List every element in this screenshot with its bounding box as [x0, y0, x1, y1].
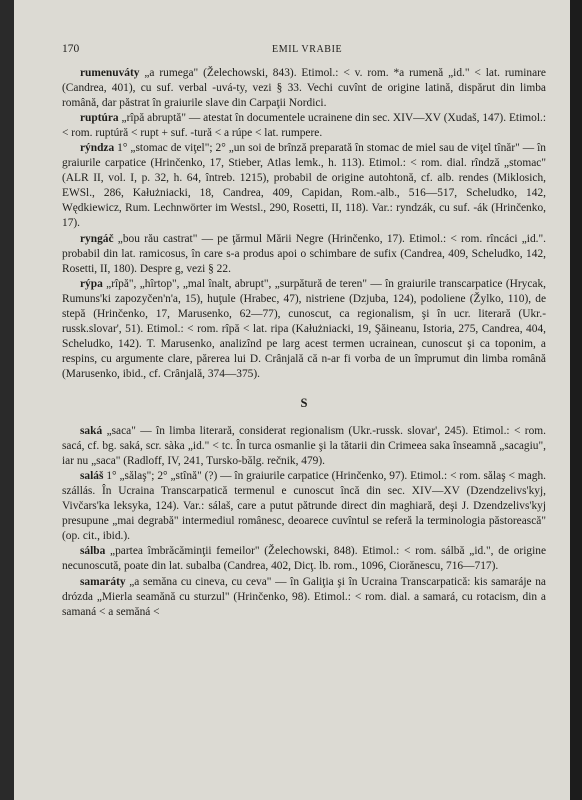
- headword: rumenuváty: [80, 67, 140, 79]
- entry-text: „a semăna cu cineva, cu ceva" — în Galiţia şi în Ucraina Transcarpatică: kis samaráje na drózda „Mierla seamănă cu sturzul" (Hrinčenko, 98). Etimol.: < rom. dial. a samará, cu rotacism, din a samaná < a semăná <: [62, 575, 546, 618]
- headword: rýndza: [80, 142, 115, 155]
- headword: rýpa: [80, 277, 103, 290]
- entry-salas: [62, 469, 546, 544]
- dictionary-page: [14, 0, 570, 800]
- entry-text: 1° „stomac de viţel"; 2° „un soi de brînză preparată în stomac de miel sau de viţel tînăr" — în graiurile carpatice (Hrinčenko, 17, Stieber, Atlas lemk., h. 113). Etimol.: < rom. dial. rîndză „stomac" (ALR II, vol. I, p. 32, h. 64, întreb. 1215), probabil de origine autohtonă, cf. alb. rendes (Miklosich, EWSl., 286, Kałużniacki, 18, Candrea, 409, Capidan, Rom.-alb., 516—517, Scheludko, 142, Wędkiewicz, Rum. Lechnwörter im Westsl., 290, Rosetti, II, 118). Var.: ryndzák, cu suf. -ák (Hrinčenko, 17).: [62, 142, 546, 230]
- entry-text: „rîpă", „hîrtop", „mal înalt, abrupt", „surpătură de teren" — în graiurile transcarpatice (Hrycak, Rumuns'ki zapozyčen'n'a, 15), huţule (Hrabec, 47), nistriene (Dzjuba, 124), podoliene (Žylko, 110), de stepă (Hrinčenko, 17, Marusenko, 62—77), cunoscut, ca regionalism, şi în ucr. literară (Ukr.-russk.slovar', 51). Etimol.: < rom. rîpă < lat. ripa (Kałużniacki, 19, Şăineanu, Istoria, 275, Candrea, 404, Scheludko, 142). T. Marusenko, analizînd pe larg acest termen ucrainean, cunoscut şi ca toponim, a respins, cu argumente clare, părerea lui D. Crânjală că n-ar fi vorba de un împrumut din limba română (Marusenko, ibid., cf. Crânjală, 374—375).: [62, 277, 546, 380]
- entry-text: „bou rău castrat" — pe ţărmul Mării Negre (Hrinčenko, 17). Etimol.: < rom. rîncáci „id.". probabil din lat. ramicosus, în care s-a produs apoi o schimbare de sufix (Candrea, 409, Scheludko, 142, Rosetti, II, 180). Despre g, vezi § 22.: [62, 232, 546, 275]
- headword: sálba: [80, 545, 106, 558]
- headword: samaráty: [80, 575, 126, 588]
- entry-saka: [62, 424, 546, 469]
- entry-samaraty: [62, 575, 546, 620]
- entry-text: „rîpă abruptă" — atestat în documentele ucrainene din sec. XIV—XV (Xudaš, 147). Etimol.: < rom. ruptúră < rupt + suf. -tură < a rúpe < lat. rumpere.: [62, 112, 546, 140]
- entry-salba: [62, 544, 546, 574]
- entry-text: „a rumega" (Želechowski, 843). Etimol.: < v. rom. *a rumenă „id." < lat. ruminare (Candrea, 401), cu suf. verbal -uvá-ty, vezi § 33. Vechi cuvînt de origine latină, dispărut din limba română, dar păstrat în graiurile slave din Carpaţii Nordici.: [62, 67, 546, 110]
- entry-rumenuvaty: [62, 66, 546, 111]
- headword: ruptúra: [80, 112, 119, 125]
- headword: saká: [80, 425, 103, 438]
- headword: ryngáč: [80, 232, 114, 245]
- entry-text: 1° „sălaş"; 2° „stînă" (?) — în graiurile carpatice (Hrinčenko, 97). Etimol.: < rom. sălaş < magh. szállás. În Ucraina Transcarpatică termenul e cunoscut încă din sec. XIV—XV (Dzendzelivs'kyj, Vivčars'ka leksyka, 124). Var.: sálaš, care a putut pătrunde direct din maghiară, deşi J. Dzendzelivs'kyj presupune „mai degrabă" intermediul românesc, deoarece cuvîntul se referă la terminologia păstorească" (op. cit., ibid.).: [62, 470, 546, 543]
- running-header: [62, 43, 530, 57]
- headword: saláš: [80, 470, 104, 483]
- book-spine-shadow: [0, 0, 14, 800]
- section-letter: S: [300, 395, 308, 410]
- entry-rypa: [62, 277, 546, 382]
- entry-ruptura: [62, 111, 546, 141]
- entry-ryndza: [62, 141, 546, 231]
- page-number: 170: [62, 43, 80, 55]
- page-body: [62, 66, 546, 620]
- entry-text: „saca" — în limba literară, considerat regionalism (Ukr.-russk. slovar', 245). Etimol.: < rom. sacá, cf. bg. saká, scr. sàka „id." < tc. În turca osmanlie şi la tătarii din Crimeea saka înseamnă „sacagiu", iar nu „saca" (Radloff, IV, 241, Tursko-bălg. rečnik, 479).: [62, 425, 546, 468]
- entry-text: „partea îmbrăcăminţii femeilor" (Želechowski, 848). Etimol.: < rom. sálbă „id.", de origine necunoscută, poate din lat. subalba (Candrea, 402, Dicţ. lb. rom., 1096, Ciorănescu, 716—717).: [62, 545, 546, 573]
- running-title: EMIL VRABIE: [272, 44, 343, 55]
- entry-ryngac: [62, 232, 546, 277]
